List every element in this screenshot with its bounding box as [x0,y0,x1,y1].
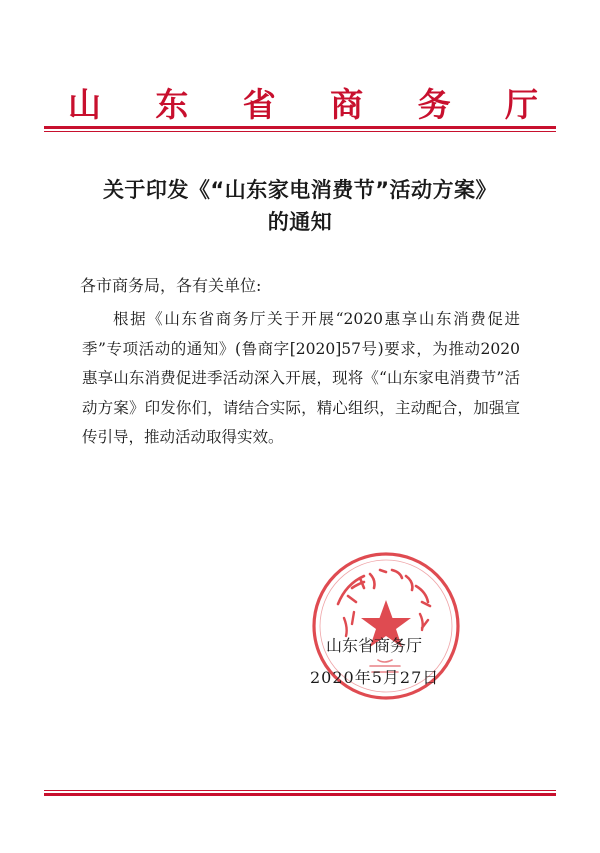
footer-rule-thin [44,790,556,791]
document-title-line-2: 的通知 [267,210,333,234]
header-rule-thick [44,126,556,129]
letterhead-char: 商 [330,84,364,124]
salutation: 各市商务局，各有关单位: [80,276,262,295]
body-paragraph: 根据《山东省商务厅关于开展“2020惠享山东消费促进季”专项活动的通知》(鲁商字[2020]57号)要求，为推动2020惠享山东消费促进季活动深入开展，现将《“山东家电消费节”活动方案》印发你们，请结合实际，精心组织，主动配合，加强宣传引导，推动活动取得实效。 [82,310,520,446]
issuer-name: 山东省商务厅 [326,636,423,655]
letterhead-char: 东 [155,84,189,124]
letterhead-title [68,80,538,124]
header-rule-thin [44,131,556,132]
document-title-line-1: 关于印发《“山东家电消费节”活动方案》 [102,178,498,202]
letterhead-char: 省 [242,84,276,124]
letterhead-char: 厅 [504,84,538,124]
letterhead-char: 山 [68,84,101,124]
issue-date: 2020年5月27日 [310,668,440,687]
letterhead-char: 务 [417,84,451,124]
footer-rule-thick [44,793,556,796]
